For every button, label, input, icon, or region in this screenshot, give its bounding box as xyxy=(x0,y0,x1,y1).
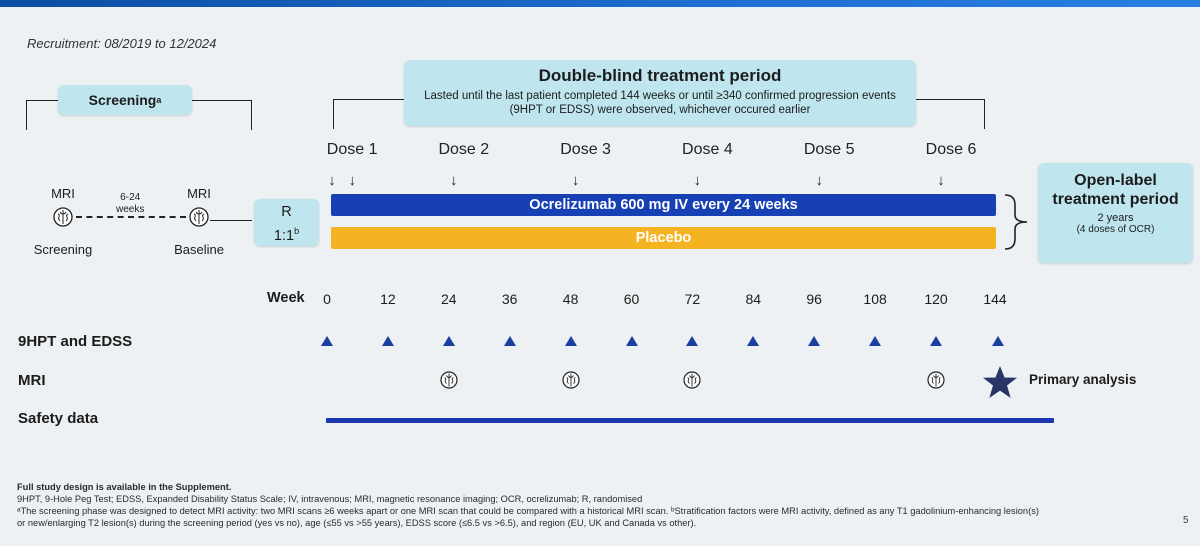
dose-label: Dose 3 xyxy=(560,141,611,158)
dose-arrow-icon: ↓ xyxy=(693,172,702,189)
dose-arrow-icon: ↓ xyxy=(450,172,458,189)
screening-label: Screening xyxy=(88,92,157,108)
assessment-triangle-icon xyxy=(992,336,1004,346)
dose-arrow-icon: ↓ xyxy=(571,172,580,189)
hpt-edss-row-label: 9HPT and EDSS xyxy=(18,333,133,350)
dose-label: Dose 4 xyxy=(682,141,733,158)
mri-label-screening: MRI xyxy=(51,186,75,201)
brain-icon xyxy=(927,371,945,389)
brain-icon xyxy=(189,207,209,227)
assessment-triangle-icon xyxy=(930,336,942,346)
randomisation-label: R xyxy=(281,204,292,220)
screening-caption: Screening xyxy=(33,242,93,257)
screening-dashed-line xyxy=(76,216,186,218)
open-label-duration: 2 years xyxy=(1097,212,1134,224)
week-tick: 120 xyxy=(924,291,948,307)
placebo-arm-bar: Placebo xyxy=(331,227,996,249)
baseline-caption: Baseline xyxy=(174,242,224,257)
screening-weeks-range: 6-24 xyxy=(120,192,141,203)
dose-arrow-icon: ↓ xyxy=(328,172,336,189)
dose-label: Dose 6 xyxy=(925,141,977,158)
screening-weeks xyxy=(116,192,144,216)
open-label-title: Open-label treatment period xyxy=(1052,172,1179,208)
footnote-screening: ᵃThe screening phase was designed to detect MRI activity: two MRI scans ≥6 weeks apart or one MRI scan that could be compared with a historical MRI scan. ᵇStratification factors were MRI activity, defined as any T1 gadolinium-enhancing lesion(s) xyxy=(17,506,1039,516)
ocrelizumab-arm-bar: Ocrelizumab 600 mg IV every 24 weeks xyxy=(331,194,996,216)
assessment-triangle-icon xyxy=(565,336,577,346)
assessment-triangle-icon xyxy=(504,336,516,346)
open-label-doses: (4 doses of OCR) xyxy=(1076,224,1155,235)
week-tick: 48 xyxy=(562,291,579,307)
assessment-triangle-icon xyxy=(443,336,455,346)
week-tick: 108 xyxy=(863,291,887,307)
double-blind-description: Lasted until the last patient completed 144 weeks or until ≥340 confirmed progression events (9HPT or EDSS) were observed, whichever occured earlier xyxy=(424,90,896,116)
week-tick: 24 xyxy=(441,291,457,307)
mri-label-baseline: MRI xyxy=(187,186,211,201)
dose-arrow-icon: ↓ xyxy=(937,172,945,189)
brain-icon xyxy=(53,207,73,227)
week-tick: 96 xyxy=(806,291,822,307)
baseline-connector xyxy=(210,220,252,221)
week-tick: 36 xyxy=(501,291,518,307)
brain-icon xyxy=(562,371,580,389)
page-number: 5 xyxy=(1183,515,1189,526)
screening-weeks-word: weeks xyxy=(116,204,145,215)
dose-label: Dose 1 xyxy=(326,141,378,158)
double-blind-pill xyxy=(404,60,916,126)
footnote-abbreviations: 9HPT, 9-Hole Peg Test; EDSS, Expanded Disability Status Scale; IV, intravenous; MRI, magnetic resonance imaging; OCR, ocrelizumab; R, randomised xyxy=(17,494,643,504)
assessment-triangle-icon xyxy=(686,336,698,346)
assessment-triangle-icon xyxy=(382,336,394,346)
week-tick: 72 xyxy=(684,291,701,307)
star-icon xyxy=(982,365,1018,399)
assessment-triangle-icon xyxy=(869,336,881,346)
safety-row-label: Safety data xyxy=(18,410,99,427)
randomisation-pill xyxy=(254,199,319,246)
footnote-stratification: or new/enlarging T2 lesion(s) during the screening period (yes vs no), age (≤55 vs >55 years), EDSS score (≤6.5 vs >6.5), and region (EU, UK and Canada vs other). xyxy=(17,518,697,528)
top-accent-bar xyxy=(0,0,1200,7)
screening-footnote-mark: a xyxy=(156,95,162,105)
double-blind-title: Double-blind treatment period xyxy=(538,66,782,85)
mri-row-label: MRI xyxy=(18,372,46,389)
recruitment-period: Recruitment: 08/2019 to 12/2024 xyxy=(27,36,217,51)
brace-icon xyxy=(1003,193,1033,251)
week-tick: 144 xyxy=(983,291,1007,307)
assessment-triangle-icon xyxy=(626,336,638,346)
assessment-triangle-icon xyxy=(747,336,759,346)
randomisation-ratio: 1:1 xyxy=(273,227,295,244)
screening-pill xyxy=(58,85,192,115)
footnote-supplement: Full study design is available in the Supplement. xyxy=(17,482,232,492)
week-axis-label: Week xyxy=(267,290,305,306)
brain-icon xyxy=(440,371,458,389)
week-tick: 60 xyxy=(623,291,640,307)
randomisation-footnote-mark: b xyxy=(294,226,300,236)
dose-arrow-icon: ↓ xyxy=(815,172,823,189)
dose-label: Dose 2 xyxy=(438,141,490,158)
brain-icon xyxy=(683,371,701,389)
assessment-triangle-icon xyxy=(808,336,820,346)
safety-data-bar xyxy=(326,418,1054,423)
open-label-pill xyxy=(1038,163,1193,263)
week-tick: 0 xyxy=(323,291,331,307)
assessment-triangle-icon xyxy=(321,336,333,346)
dose-arrow-icon: ↓ xyxy=(348,172,357,189)
week-tick: 12 xyxy=(380,291,396,307)
dose-label: Dose 5 xyxy=(803,141,855,158)
primary-analysis-label: Primary analysis xyxy=(1029,372,1137,387)
week-tick: 84 xyxy=(745,291,762,307)
